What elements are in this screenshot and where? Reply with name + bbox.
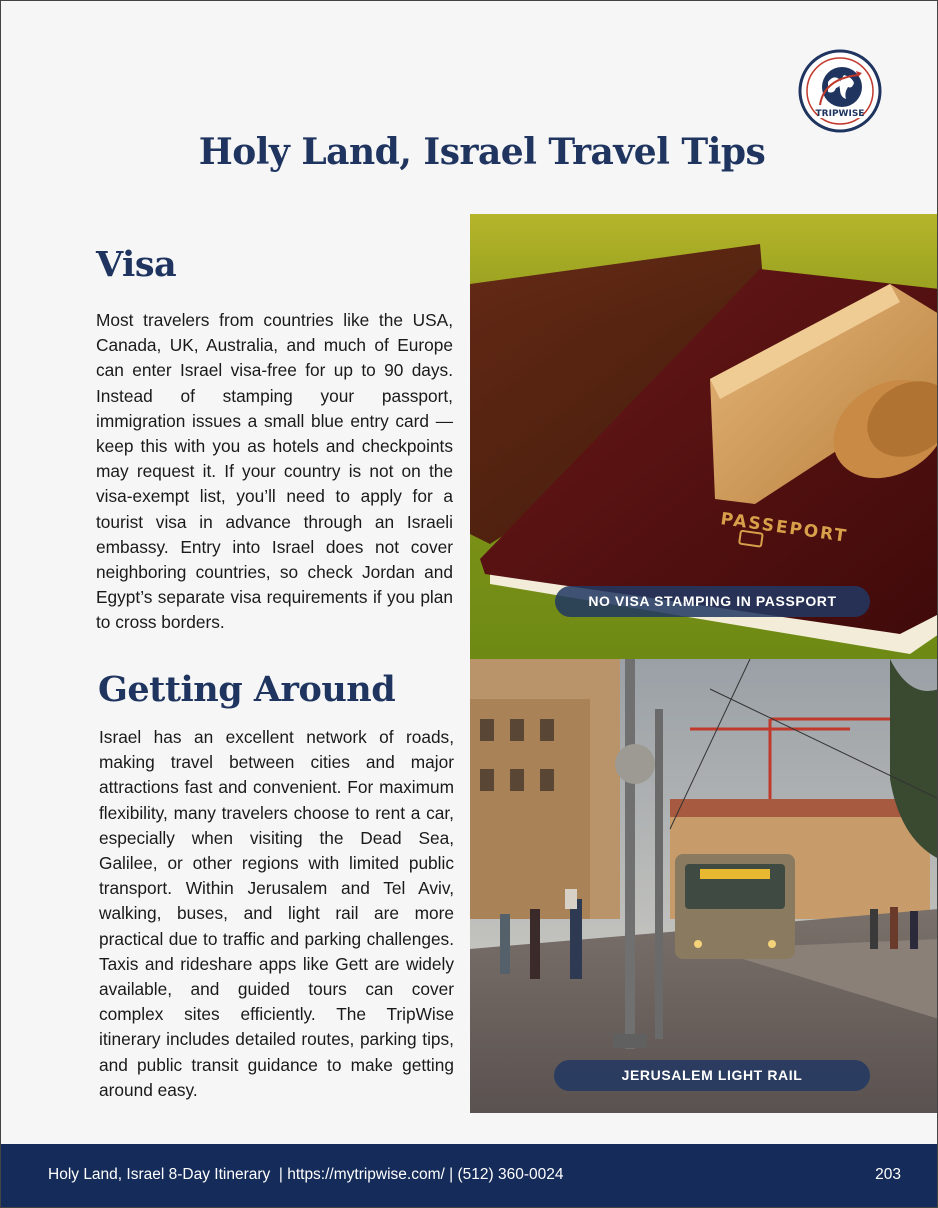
tripwise-logo [798,49,882,133]
passport-caption: NO VISA STAMPING IN PASSPORT [555,586,870,617]
page-title: Holy Land, Israel Travel Tips [198,131,766,173]
logo-text: TRIPWISE [815,109,865,119]
footer-text: Holy Land, Israel 8-Day Itinerary | https://mytripwise.com/ | (512) 360-0024 [48,1166,564,1183]
passport-cover-text: PASSEPORT [719,509,850,547]
footer [1,1144,938,1208]
page-number: 203 [875,1166,901,1183]
visa-heading: Visa [96,244,177,285]
light-rail-caption: JERUSALEM LIGHT RAIL [554,1060,870,1091]
visa-body: Most travelers from countries like the USA, Canada, UK, Australia, and much of Europe can enter Israel visa-free for up to 90 days. Instead of stamping your passport, immigration issues a small blue entry card —keep this with you as hotels and checkpoints may request it. If your country is not on the visa-exempt list, you’ll need to apply for a tourist visa in advance through an Israeli embassy. Entry into Israel does not cover neighboring countries, so check Jordan and Egypt’s separate visa requirements if you plan to cross borders. [96,310,453,633]
getting-around-body: Israel has an excellent network of roads, making travel between cities and major attractions fast and convenient. For maximum flexibility, many travelers choose to rent a car, especially when visiting the Dead Sea, Galilee, or other regions with limited public transport. Within Jerusalem and Tel Aviv, walking, buses, and light rail are more practical due to traffic and parking challenges. Taxis and rideshare apps like Gett are widely available, and guided tours can cover complex sites efficiently. The TripWise itinerary includes detailed routes, parking tips, and public transit guidance to make getting around easy. [99,727,454,1100]
getting-around-heading: Getting Around [98,669,396,710]
light-rail-photo [470,659,938,1113]
